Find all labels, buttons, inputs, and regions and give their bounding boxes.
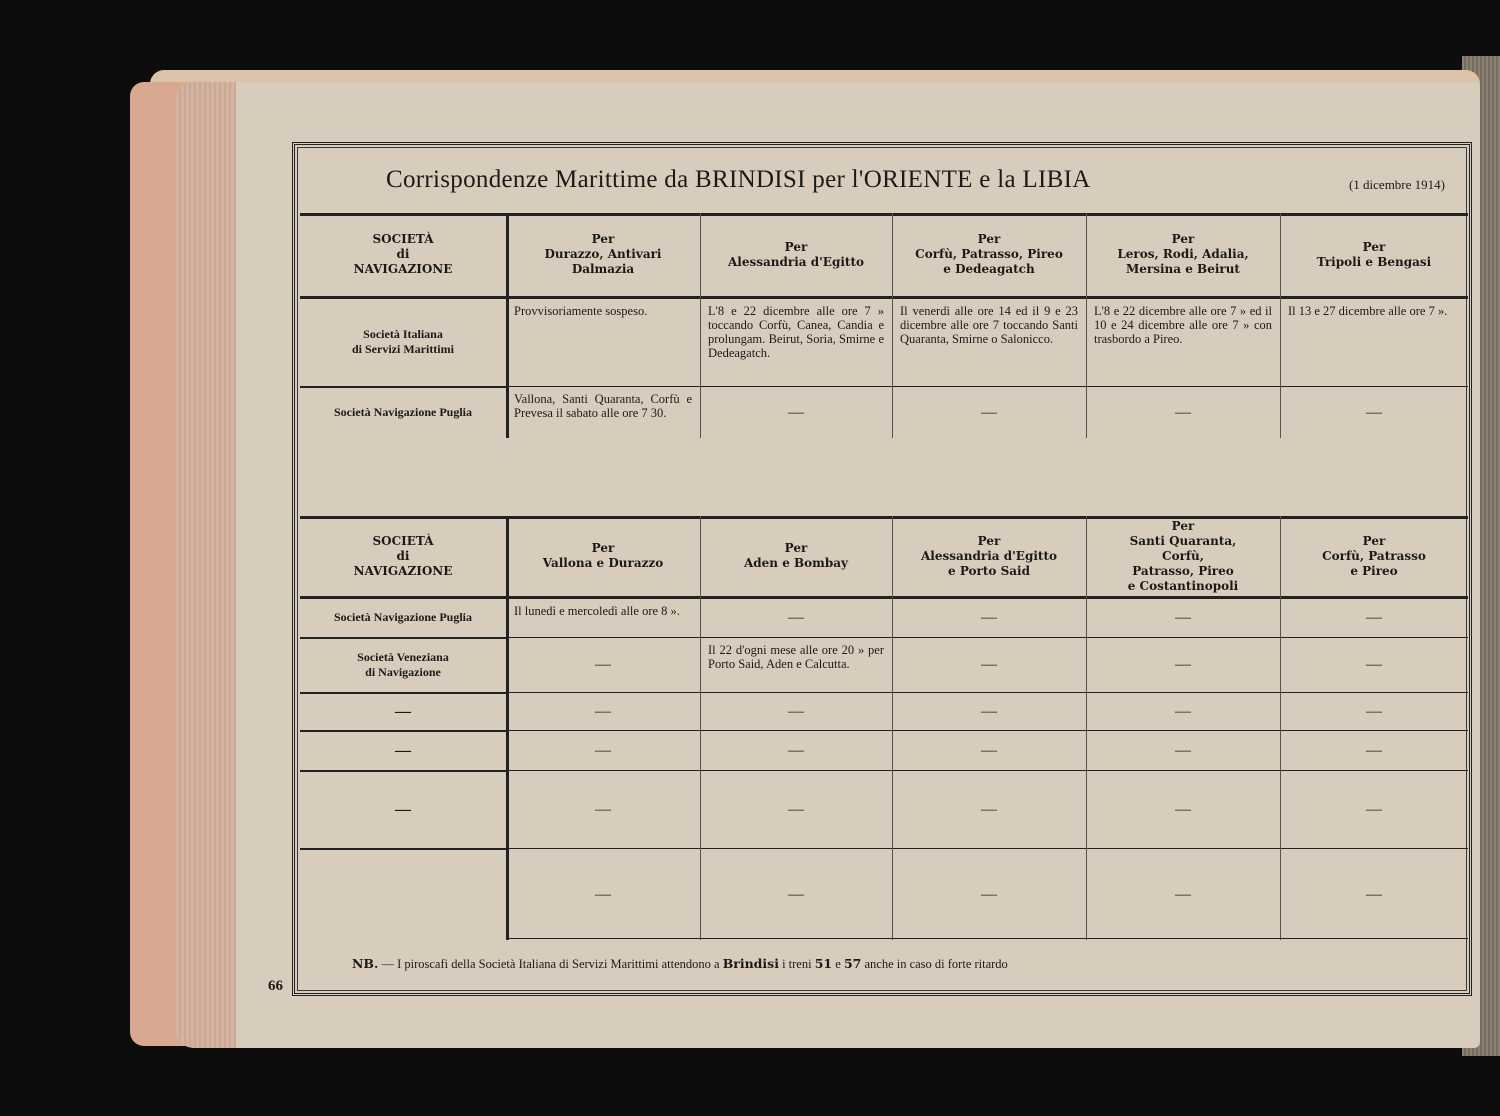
table2-row-5-company bbox=[300, 770, 506, 848]
footnote-text-2: i treni bbox=[778, 957, 815, 971]
table2-company-name: — bbox=[395, 741, 411, 759]
table2-row-4-col-1: — bbox=[595, 741, 611, 759]
footnote-bold-1: Brindisi bbox=[722, 956, 779, 971]
table1-header-col-3 bbox=[892, 213, 1086, 296]
table2-header-per: Per bbox=[591, 541, 615, 555]
table2-row-1-col-4: — bbox=[1175, 609, 1191, 626]
table1-header-per: Per bbox=[784, 239, 808, 254]
table2-header-col-4 bbox=[1086, 516, 1280, 596]
table2-row-2-col-2: Il 22 d'ogni mese alle ore 20 » per Porto Said, Aden e Calcutta. bbox=[708, 643, 884, 671]
table2-header-dest: e Porto Said bbox=[948, 563, 1030, 578]
table2-company-header-line: SOCIETÀ bbox=[372, 533, 434, 548]
table2-header-dest: e Costantinopoli bbox=[1127, 578, 1239, 593]
table1-header-dest: Tripoli e Bengasi bbox=[1316, 254, 1432, 269]
table1-header-dest: Corfù, Patrasso, Pireo bbox=[915, 247, 1063, 261]
footnote bbox=[352, 956, 1008, 972]
table1-row-1-col-3: Il venerdì alle ore 14 ed il 9 e 23 dicembre alle ore 7 toccando Santi Quaranta, Smirne o Salonicco. bbox=[900, 304, 1078, 346]
footnote-label: NB. bbox=[352, 956, 379, 971]
table2-row-5-col-4: — bbox=[1175, 800, 1191, 818]
table2-row-4-company bbox=[300, 730, 506, 770]
table2-company-name: Società Navigazione Puglia bbox=[334, 610, 472, 624]
table1-header-dest: Durazzo, Antivari bbox=[544, 247, 662, 261]
table1-header-dest: Mersina e Beirut bbox=[1126, 262, 1240, 276]
table2-company-name: — bbox=[395, 702, 411, 720]
table2-company-header-line: di bbox=[396, 548, 410, 563]
table1-row-1-col-2: L'8 e 22 dicembre alle ore 7 » toccando Corfù, Canea, Candia e prolungam. Beirut, Soria, Smirne e Dedeagatch. bbox=[708, 304, 884, 360]
page-title: Corrispondenze Marittime da BRINDISI per l'ORIENTE e la LIBIA bbox=[386, 166, 1091, 193]
table1-row-2-col-2: — bbox=[788, 403, 804, 421]
table2-header-per: Per bbox=[1171, 518, 1195, 533]
table1-header-dest: Leros, Rodi, Adalia, bbox=[1117, 247, 1249, 261]
footnote-text-4: anche in caso di forte ritardo bbox=[861, 957, 1008, 971]
table2-company-header-line: NAVIGAZIONE bbox=[353, 563, 453, 578]
table2-header-dest: Alessandria d'Egitto bbox=[921, 548, 1057, 563]
table2-row-5-col-5: — bbox=[1366, 800, 1382, 818]
footnote-bold-3: 57 bbox=[843, 956, 862, 971]
table1-header-dest: e Dedeagatch bbox=[943, 262, 1035, 276]
table2-header-dest: Santi Quaranta, bbox=[1129, 533, 1237, 548]
footnote-text-1: — I piroscafi della Società Italiana di Servizi Marittimi attendono a bbox=[378, 957, 723, 971]
table2-header-col-2 bbox=[700, 516, 892, 596]
table2-row-2-col-1: — bbox=[595, 656, 611, 673]
table2-row-1-col-3: — bbox=[981, 609, 997, 626]
table1-company-name: Società Navigazione Puglia bbox=[334, 404, 472, 419]
table2-row-4-col-2: — bbox=[788, 741, 804, 759]
table1-row-2-col-4: — bbox=[1175, 403, 1191, 421]
page-stack-edge bbox=[176, 82, 236, 1048]
table2-row-3-col-5: — bbox=[1366, 702, 1382, 720]
table1-header-per: Per bbox=[977, 232, 1001, 246]
table2-header-col-5 bbox=[1280, 516, 1468, 596]
footnote-bold-2: 51 bbox=[814, 956, 833, 971]
table1-row-2-col-5: — bbox=[1366, 403, 1382, 421]
table1-row-1-col-1: Provvisoriamente sospeso. bbox=[514, 304, 648, 318]
table2-bottom-rule bbox=[506, 938, 1468, 939]
table2-row-2-col-3: — bbox=[981, 656, 997, 673]
table2-row-2-company bbox=[300, 637, 506, 692]
page-number: 66 bbox=[268, 978, 283, 994]
table2-row-1-company bbox=[300, 598, 506, 637]
table2-row-3-col-4: — bbox=[1175, 702, 1191, 720]
table1-row-2-col-3: — bbox=[981, 403, 997, 421]
table2-row-4-col-4: — bbox=[1175, 741, 1191, 759]
table1-header-per: Per bbox=[1171, 232, 1195, 246]
table2-row-5-col-3: — bbox=[981, 800, 997, 818]
table2-row-6-col-3: — bbox=[981, 885, 997, 903]
table2-row-2-col-4: — bbox=[1175, 656, 1191, 673]
table1-company-header bbox=[300, 213, 506, 296]
table1-header-col-4 bbox=[1086, 213, 1280, 296]
table2-row-1-col-5: — bbox=[1366, 609, 1382, 626]
table1-row-1-col-4: L'8 e 22 dicembre alle ore 7 » ed il 10 e 24 dicembre alle ore 7 » con trasbordo a Pireo. bbox=[1094, 304, 1272, 346]
table2-row-1-col-1: Il lunedì e mercoledì alle ore 8 ». bbox=[514, 604, 680, 618]
table2-row-5-col-2: — bbox=[788, 800, 804, 818]
table1-header-dest: Dalmazia bbox=[571, 262, 635, 276]
table2-company-name: di Navigazione bbox=[365, 664, 441, 679]
table2-header-dest: e Pireo bbox=[1350, 563, 1398, 578]
table1-header-dest: Alessandria d'Egitto bbox=[728, 254, 864, 269]
table1-header-per: Per bbox=[1362, 239, 1386, 254]
table2-row-6-col-4: — bbox=[1175, 885, 1191, 903]
table2-header-dest: Patrasso, Pireo bbox=[1132, 563, 1234, 578]
table2-row-3-col-3: — bbox=[981, 702, 997, 720]
table1-row-1-company bbox=[300, 298, 506, 386]
table2-row-1-col-2: — bbox=[788, 609, 804, 626]
table1-row-2-company bbox=[300, 386, 506, 438]
table1-header-col-2 bbox=[700, 213, 892, 296]
table2-company-name: Società Veneziana bbox=[357, 649, 449, 664]
table2-row-2-col-5: — bbox=[1366, 656, 1382, 673]
table2-row-6-col-5: — bbox=[1366, 885, 1382, 903]
table2-row-6-company bbox=[300, 848, 506, 940]
table2-row-3-col-2: — bbox=[788, 702, 804, 720]
table2-company-header bbox=[300, 516, 506, 596]
table2-header-per: Per bbox=[977, 533, 1001, 548]
footnote-text-3: e bbox=[832, 957, 844, 971]
table2-row-3-company bbox=[300, 692, 506, 730]
title-row bbox=[300, 166, 1465, 206]
table1-company-header-line: SOCIETÀ bbox=[372, 232, 434, 246]
table2-header-per: Per bbox=[1362, 533, 1386, 548]
table2-company-name: — bbox=[395, 800, 411, 818]
title-date: (1 dicembre 1914) bbox=[1348, 177, 1445, 192]
table2-header-dest: Corfù, Patrasso bbox=[1322, 548, 1426, 563]
table1-company-name: Società Italiana bbox=[363, 327, 443, 341]
table1-row-1-col-5: Il 13 e 27 dicembre alle ore 7 ». bbox=[1288, 304, 1448, 318]
table1-header-col-5 bbox=[1280, 213, 1468, 296]
table2-header-col-1 bbox=[506, 516, 700, 596]
table2-row-6-col-2: — bbox=[788, 885, 804, 903]
table2-row-5-col-1: — bbox=[595, 800, 611, 818]
table2-header-col-3 bbox=[892, 516, 1086, 596]
table1-row-2-col-1: Vallona, Santi Quaranta, Corfù e Prevesa il sabato alle ore 7 30. bbox=[514, 392, 692, 420]
table2-row-6-col-1: — bbox=[595, 885, 611, 903]
table2-row-3-col-1: — bbox=[595, 702, 611, 720]
table1-header-col-1 bbox=[506, 213, 700, 296]
table2-header-dest: Corfù, bbox=[1162, 548, 1204, 563]
table2-header-dest: Aden e Bombay bbox=[743, 556, 849, 570]
table2-header-dest: Vallona e Durazzo bbox=[542, 556, 664, 570]
table1-company-header-line: di bbox=[396, 247, 410, 261]
table1-company-header-line: NAVIGAZIONE bbox=[353, 262, 453, 276]
table2-header-per: Per bbox=[784, 541, 808, 555]
table2-row-4-col-3: — bbox=[981, 741, 997, 759]
table2-row-4-col-5: — bbox=[1366, 741, 1382, 759]
table1-header-per: Per bbox=[591, 232, 615, 246]
table1-company-name: di Servizi Marittimi bbox=[352, 342, 454, 356]
